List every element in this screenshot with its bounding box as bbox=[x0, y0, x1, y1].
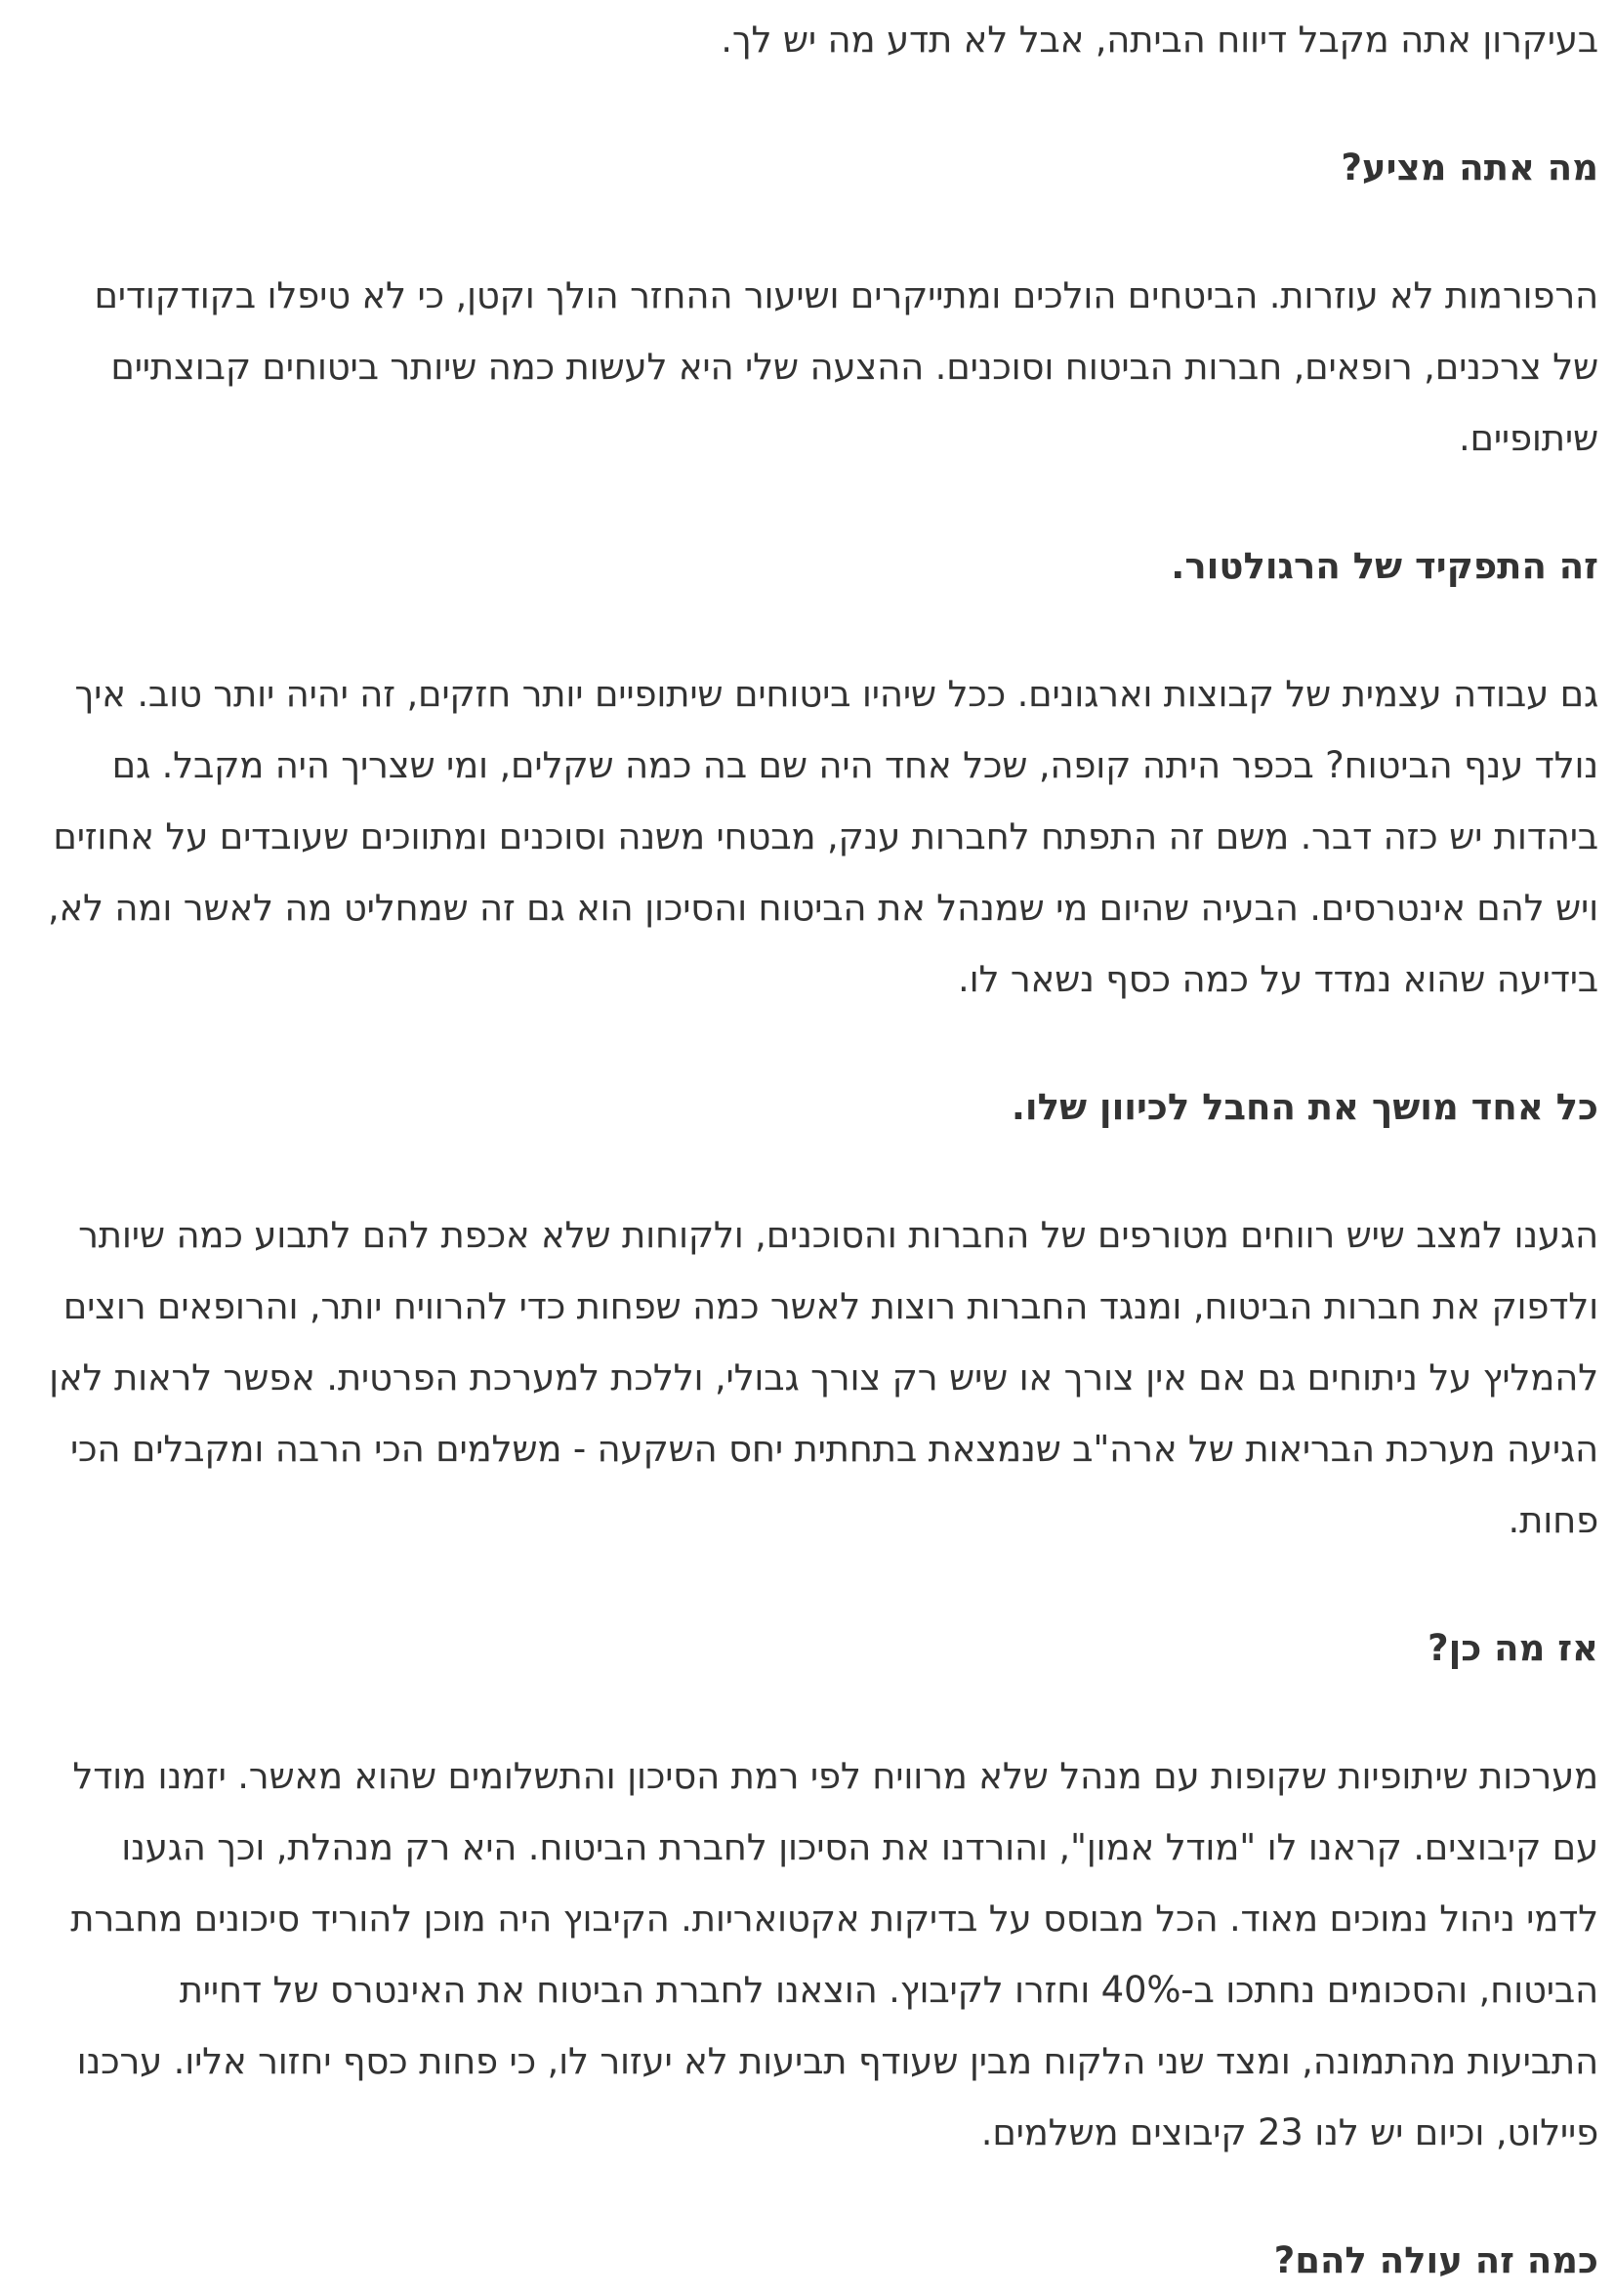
article-body bbox=[46, 0, 1598, 2296]
paragraph-history: גם עבודה עצמית של קבוצות וארגונים. ככל שיהיו ביטוחים שיתופיים יותר חזקים, זה יהיה יותר טוב. איך נולד ענף הביטוח? בכפר היתה קופה, שכל אחד היה שם בה כמה שקלים, ומי שצריך היה מקבל. גם ביהדות יש כזה דבר. משם זה התפתח לחברות ענק, מבטחי משנה וסוכנים ומתווכים שעובדים על אחוזים ויש להם אינטרסים. הבעיה שהיום מי שמנהל את הביטוח והסיכון הוא גם זה שמחליט מה לאשר ומה לא, בידיעה שהוא נמדד על כמה כסף נשאר לו. bbox=[47, 673, 1598, 1000]
paragraph-reforms: הרפורמות לא עוזרות. הביטחים הולכים ומתייקרים ושיעור ההחזר הולך וקטן, כי לא טיפלו בקודקודים של צרכנים, רופאים, חברות הביטוח וסוכנים. ההצעה שלי היא לעשות כמה שיותר ביטוחים קבוצתיים שיתופיים. bbox=[94, 274, 1598, 459]
paragraph-trust-model: מערכות שיתופיות שקופות עם מנהל שלא מרוויח לפי רמת הסיכון והתשלומים שהוא מאשר. יזמנו מודל עם קיבוצים. קראנו לו "מודל אמון", והורדנו את הסיכון לחברת הביטוח. היא רק מנהלת, וכך הגענו לדמי ניהול נמוכים מאוד. הכל מבוסס על בדיקות אקטואריות. הקיבוץ היה מוכן להוריד סיכונים מחברת הביטוח, והסכומים נחתכו ב-40% וחזרו לקיבוץ. הוצאנו לחברת הביטוח את האינטרס של דחיית התביעות מהתמונה, ומצד שני הלקוח מבין שעודף תביעות לא יעזור לו, כי פחות כסף יחזור אליו. ערכנו פיילוט, וכיום יש לנו 23 קיבוצים משלמים. bbox=[70, 1755, 1598, 2153]
question-heading-rope: כל אחד מושך את החבל לכיוון שלו. bbox=[1011, 1086, 1598, 1128]
question-heading-regulator: זה התפקיד של הרגולטור. bbox=[1171, 545, 1598, 587]
paragraph-intro: בעיקרון אתה מקבל דיווח הביתה, אבל לא תדע מה יש לך. bbox=[721, 19, 1598, 61]
question-heading-what-then: אז מה כן? bbox=[1428, 1627, 1598, 1669]
paragraph-profits: הגענו למצב שיש רווחים מטורפים של החברות והסוכנים, ולקוחות שלא אכפת להם לתבוע כמה שיותר ולדפוק את חברות הביטוח, ומנגד החברות רוצות לאשר כמה שפחות כדי להרוויח יותר, והרופאים רוצים להמליץ על ניתוחים גם אם אין צורך או שיש רק צורך גבולי, וללכת למערכת הפרטית. אפשר לראות לאן הגיעה מערכת הבריאות של ארה"ב שנמצאת בתחתית יחס השקעה - משלמים הכי הרבה ומקבלים הכי פחות. bbox=[49, 1214, 1598, 1541]
question-heading-cost: כמה זה עולה להם? bbox=[1273, 2239, 1598, 2281]
question-heading-proposal: מה אתה מציע? bbox=[1341, 146, 1598, 188]
